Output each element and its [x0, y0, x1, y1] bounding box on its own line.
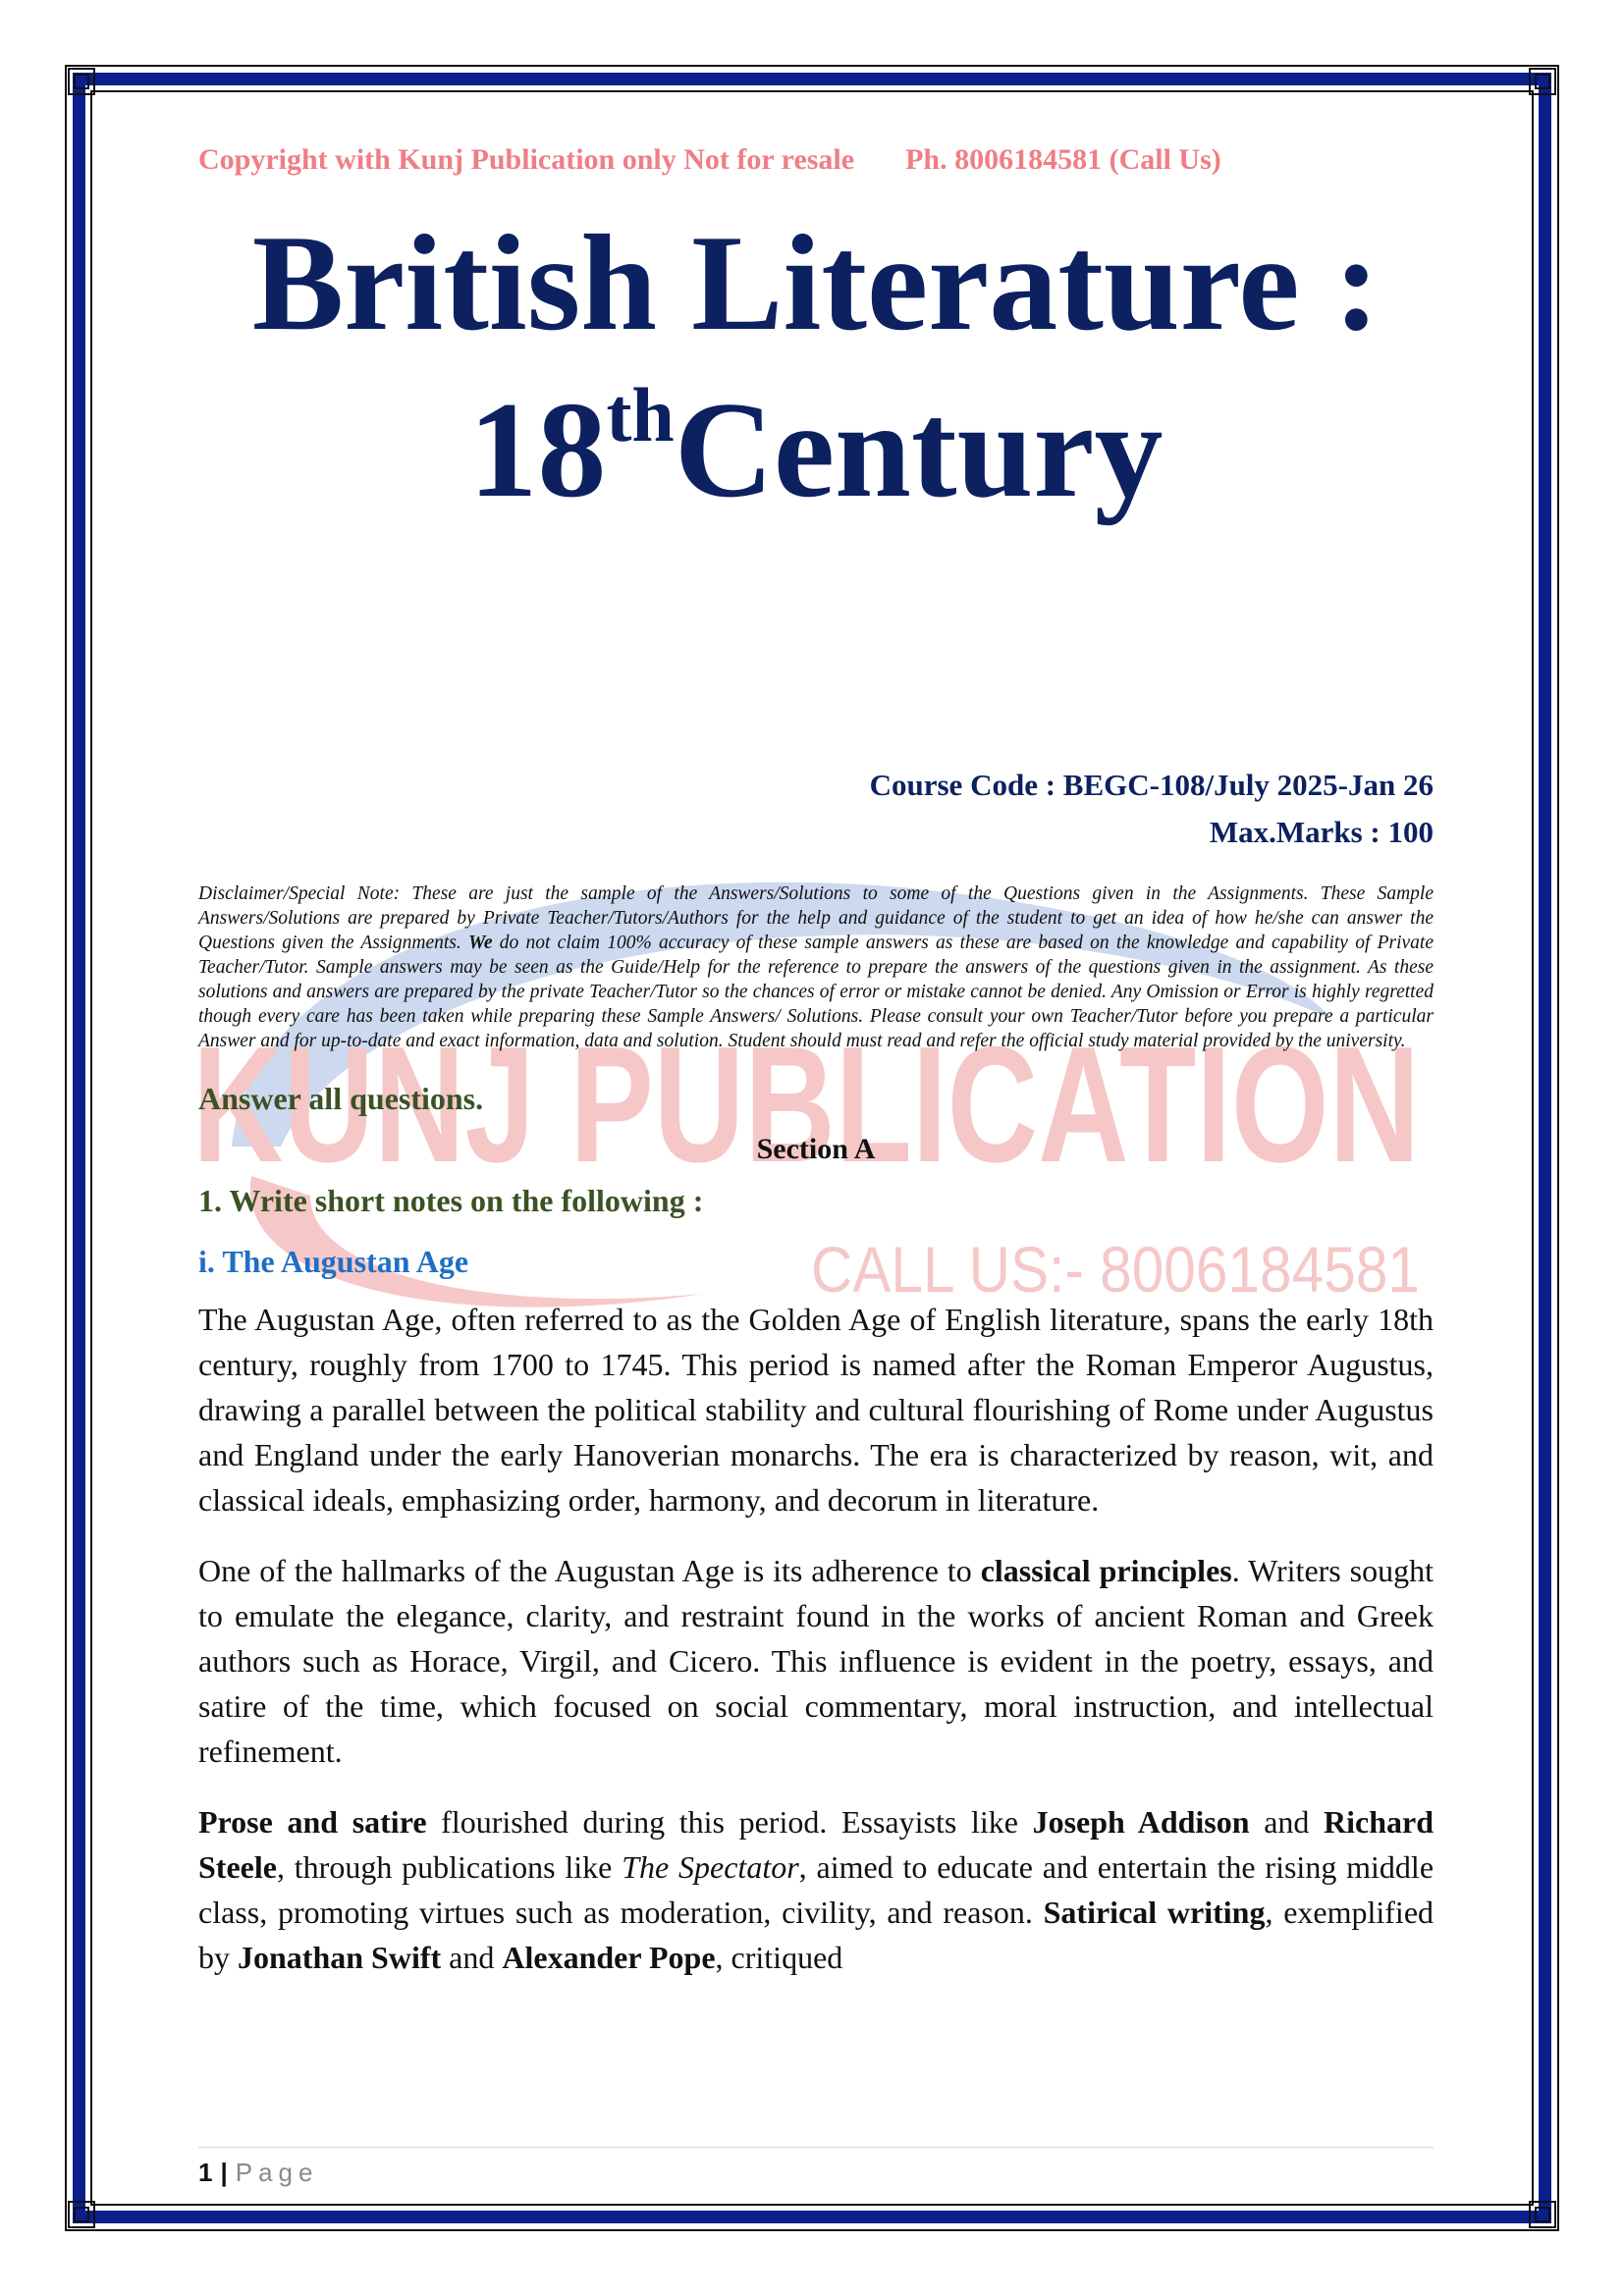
- disclaimer-we: We: [468, 933, 493, 953]
- bold-joseph-addison: Joseph Addison: [1032, 1804, 1250, 1840]
- course-meta: [198, 762, 1434, 856]
- page-footer: [198, 2156, 318, 2189]
- subheading-augustan-age: i. The Augustan Age: [198, 1244, 469, 1279]
- section-title: Section A: [756, 1133, 876, 1165]
- paragraph-3-text: , aimed to educate and entertain the rising middle class, promoting virtues such as moderation, civility, and reason.: [198, 1849, 1435, 1930]
- bold-prose-and-satire: Prose and satire: [198, 1804, 427, 1840]
- page-number: 1: [198, 2158, 213, 2187]
- instructions: Answer all questions.: [198, 1081, 484, 1116]
- paragraph-3-text: , exemplified by: [198, 1895, 1435, 1975]
- paragraph-3-text: flourished during this period. Essayists like: [426, 1804, 1033, 1840]
- bold-richard-steele: Richard Steele: [198, 1804, 1435, 1885]
- italic-the-spectator: The Spectator: [622, 1849, 799, 1885]
- disclaimer-text-part-2: do not claim 100% accuracy of these sample answers as these are based on the knowledge and capability of Private Teacher/Tutor. Sample answers may be seen as the Guide/Help for the reference to prepare the answers of the questions given in the assignment. As these solutions and answers are prepared by the private Teacher/Tutor so the chances of error or mistake cannot be denied. Any Omission or Error is highly regretted though every care has been taken while preparing these Sample Answers/ Solutions. Please consult your own Teacher/Tutor before you prepare a particular Answer and for up-to-date and exact information, data and solution. Student should must read and refer the official study material provided by the university.: [198, 933, 1434, 1051]
- max-marks: Max.Marks : 100: [1209, 815, 1434, 849]
- title-line-2: [198, 367, 1434, 534]
- title-superscript: th: [606, 372, 675, 458]
- paragraph-3-text: and: [1249, 1804, 1325, 1840]
- paragraph-3-text: , critiqued: [715, 1940, 843, 1975]
- corner-ornament-bottom-left: [65, 2198, 98, 2231]
- paragraph-3: [198, 1799, 1434, 1980]
- corner-ornament-bottom-right: [1526, 2198, 1559, 2231]
- corner-ornament-top-right: [1526, 65, 1559, 98]
- course-code: Course Code : BEGC-108/July 2025-Jan 26: [869, 768, 1434, 802]
- document-title: [198, 200, 1434, 534]
- disclaimer-note: [198, 881, 1434, 1053]
- paragraph-2-text: . Writers sought to emulate the elegance, clarity, and restraint found in the works of ancient Roman and Greek authors such as Horace, Virgil, and Cicero. This influence is evident in the poetry, essays, and satire of the time, which focused on social commentary, moral instruction, and intellectual refinement.: [198, 1553, 1435, 1769]
- title-century-word: Century: [674, 374, 1164, 526]
- copyright-line: [198, 135, 1434, 185]
- watermark-brand-text: KUNJ PUBLICATION: [192, 1012, 1420, 1197]
- disclaimer-text-part-1: Disclaimer/Special Note: These are just the sample of the Answers/Solutions to some of the Questions given in the Assignments. These Sample Answers/Solutions are prepared by Private Teacher/Tutors/Authors for the help and guidance of the student to get an idea of how he/she can answer the Questions given the Assignments.: [198, 883, 1434, 953]
- watermark-call-text: CALL US:- 8006184581: [811, 1233, 1420, 1306]
- bold-classical-principles: classical principles: [980, 1553, 1232, 1588]
- title-century-number: 18: [468, 374, 607, 526]
- bold-jonathan-swift: Jonathan Swift: [238, 1940, 442, 1975]
- paragraph-2: [198, 1548, 1434, 1774]
- copyright-text: Copyright with Kunj Publication only Not for resale: [198, 143, 855, 176]
- corner-ornament-top-left: [65, 65, 98, 98]
- page-word: Page: [235, 2158, 319, 2187]
- footer-separator: |: [220, 2158, 228, 2187]
- title-line-1: British Literature :: [251, 207, 1380, 359]
- footer-divider: [198, 2147, 1434, 2148]
- paragraph-1: The Augustan Age, often referred to as the Golden Age of English literature, spans the early 18th century, roughly from 1700 to 1745. This period is named after the Roman Emperor Augustus, drawing a parallel between the political stability and cultural flourishing of Rome under Augustus and England under the early Hanoverian monarchs. The era is characterized by reason, wit, and classical ideals, emphasizing order, harmony, and decorum in literature.: [198, 1302, 1434, 1518]
- paragraph-2-text: One of the hallmarks of the Augustan Age is its adherence to: [198, 1553, 981, 1588]
- question-heading: 1. Write short notes on the following :: [198, 1183, 704, 1218]
- paragraph-3-text: and: [441, 1940, 503, 1975]
- bold-alexander-pope: Alexander Pope: [502, 1940, 716, 1975]
- paragraph-3-text: , through publications like: [276, 1849, 623, 1885]
- bold-satirical-writing: Satirical writing: [1043, 1895, 1266, 1930]
- page-content: [198, 135, 1434, 1980]
- phone-text: Ph. 8006184581 (Call Us): [905, 143, 1221, 176]
